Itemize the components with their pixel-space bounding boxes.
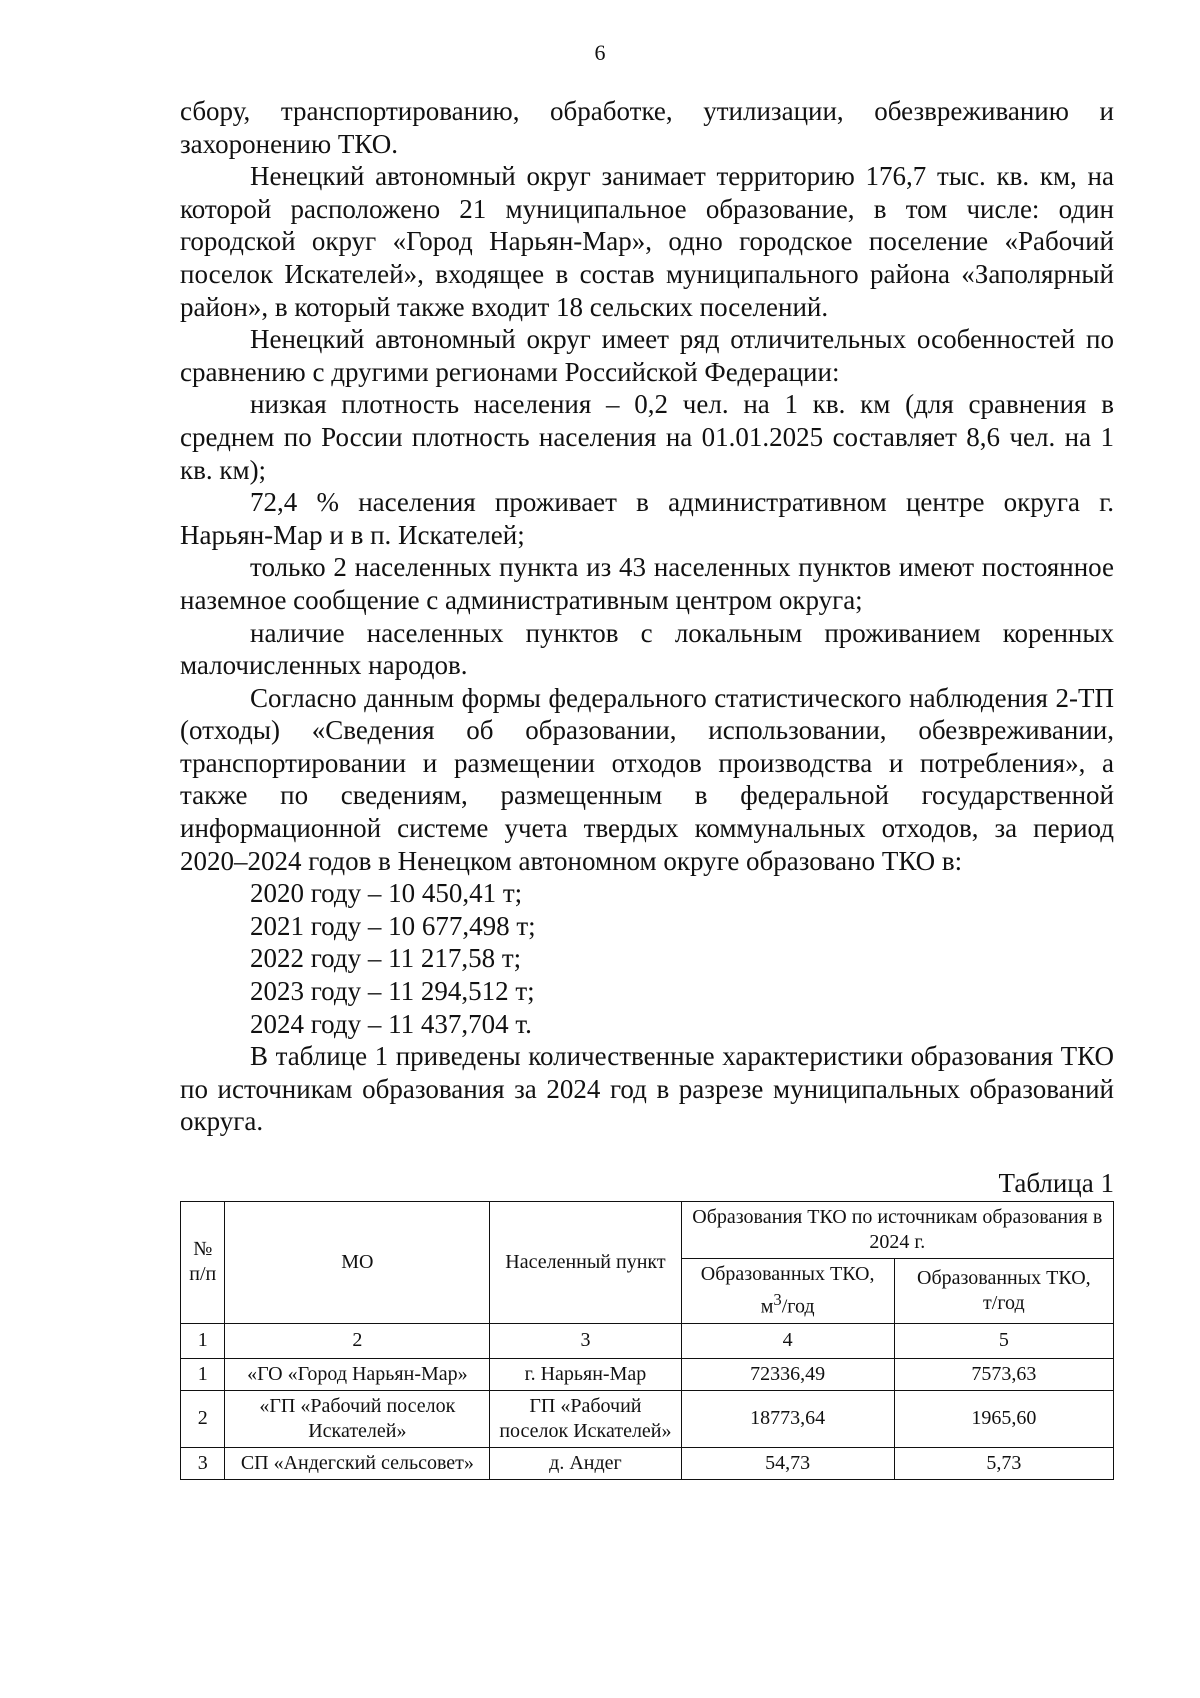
cell-mo: СП «Андегский сельсовет» [225, 1447, 490, 1479]
tko-table [180, 1201, 1114, 1480]
index-cell: 5 [894, 1323, 1113, 1358]
cell-place: д. Андег [490, 1447, 681, 1479]
table-header-row [181, 1202, 1114, 1259]
cell-m3: 18773,64 [681, 1390, 894, 1447]
table-row [181, 1447, 1114, 1479]
paragraph: наличие населенных пунктов с локальным проживанием коренных малочисленных народов. [180, 617, 1114, 681]
cell-mo: «ГО «Город Нарьян-Мар» [225, 1358, 490, 1390]
cell-t: 7573,63 [894, 1358, 1113, 1390]
list-item: 2024 году – 11 437,704 т. [250, 1008, 532, 1039]
header-mo: МО [225, 1202, 490, 1324]
header-t-prefix: Образованных ТКО, [917, 1266, 1091, 1289]
header-m3-prefix: Образованных ТКО, [700, 1263, 875, 1285]
index-cell: 1 [181, 1323, 225, 1358]
list-item: 2020 году – 10 450,41 т; [250, 878, 523, 909]
header-m3-unit-base: м [760, 1295, 774, 1318]
table-row [181, 1358, 1114, 1390]
index-cell: 3 [490, 1323, 681, 1358]
header-place: Населенный пункт [490, 1202, 681, 1324]
paragraph: В таблице 1 приведены количественные характеристики образования ТКО по источникам образования за 2024 год в разрезе муниципальных образований округа. [180, 1041, 1114, 1137]
cell-num: 2 [181, 1390, 225, 1447]
paragraph: Согласно данным формы федерального статистического наблюдения 2-ТП (отходы) «Сведения об образовании, использовании, обезвреживании, транспортировании и размещении отходов производства и потребления», а также по сведениям, размещенным в федеральной государственной информационной системе учета твердых коммунальных отходов, за период 2020–2024 годов в Ненецком автономном округе образовано ТКО в: [180, 682, 1114, 876]
list-item: 2023 году – 11 294,512 т; [250, 976, 535, 1007]
header-m3-unit-rest: /год [781, 1295, 815, 1318]
header-t-unit: т/год [983, 1291, 1025, 1314]
index-cell: 4 [681, 1323, 894, 1358]
header-m3-unit-sup: 3 [773, 1290, 782, 1309]
list-item: 2022 году – 11 217,58 т; [250, 943, 522, 974]
header-m3 [681, 1259, 894, 1324]
cell-mo: «ГП «Рабочий поселок Искателей» [225, 1390, 490, 1447]
header-t [894, 1259, 1113, 1324]
list-item: 2021 году – 10 677,498 т; [250, 910, 536, 941]
page-number: 6 [594, 40, 606, 65]
cell-t: 1965,60 [894, 1390, 1113, 1447]
cell-num: 1 [181, 1358, 225, 1390]
paragraph: сбору, транспортированию, обработке, утилизации, обезвреживанию и захоронению ТКО. [180, 96, 1114, 159]
cell-num: 3 [181, 1447, 225, 1479]
cell-m3: 72336,49 [681, 1358, 894, 1390]
table-index-row [181, 1323, 1114, 1358]
cell-m3: 54,73 [681, 1447, 894, 1479]
header-group: Образования ТКО по источникам образования в 2024 г. [681, 1202, 1113, 1259]
paragraph: низкая плотность населения – 0,2 чел. на 1 кв. км (для сравнения в среднем по России плотность населения на 01.01.2025 составляет 8,6 чел. на 1 кв. км); [180, 389, 1114, 485]
paragraph: Ненецкий автономный округ занимает территорию 176,7 тыс. кв. км, на которой расположено 21 муниципальное образование, в том числе: один городской округ «Город Нарьян-Мар», одно городское поселение «Рабочий поселок Искателей», входящее в состав муниципального района «Заполярный район», в который также входит 18 сельских поселений. [180, 161, 1114, 322]
cell-t: 5,73 [894, 1447, 1113, 1479]
paragraph: Ненецкий автономный округ имеет ряд отличительных особенностей по сравнению с другими регионами Российской Федерации: [180, 324, 1114, 387]
paragraph: 72,4 % населения проживает в административном центре округа г. Нарьян-Мар и в п. Искателей; [180, 487, 1114, 550]
header-num: № п/п [181, 1202, 225, 1324]
index-cell: 2 [225, 1323, 490, 1358]
document-body [180, 95, 1114, 1138]
table-row [181, 1390, 1114, 1447]
cell-place: ГП «Рабочий поселок Искателей» [490, 1390, 681, 1447]
paragraph: только 2 населенных пункта из 43 населенных пунктов имеют постоянное наземное сообщение с административным центром округа; [180, 552, 1114, 615]
table-caption: Таблица 1 [998, 1168, 1114, 1198]
cell-place: г. Нарьян-Мар [490, 1358, 681, 1390]
